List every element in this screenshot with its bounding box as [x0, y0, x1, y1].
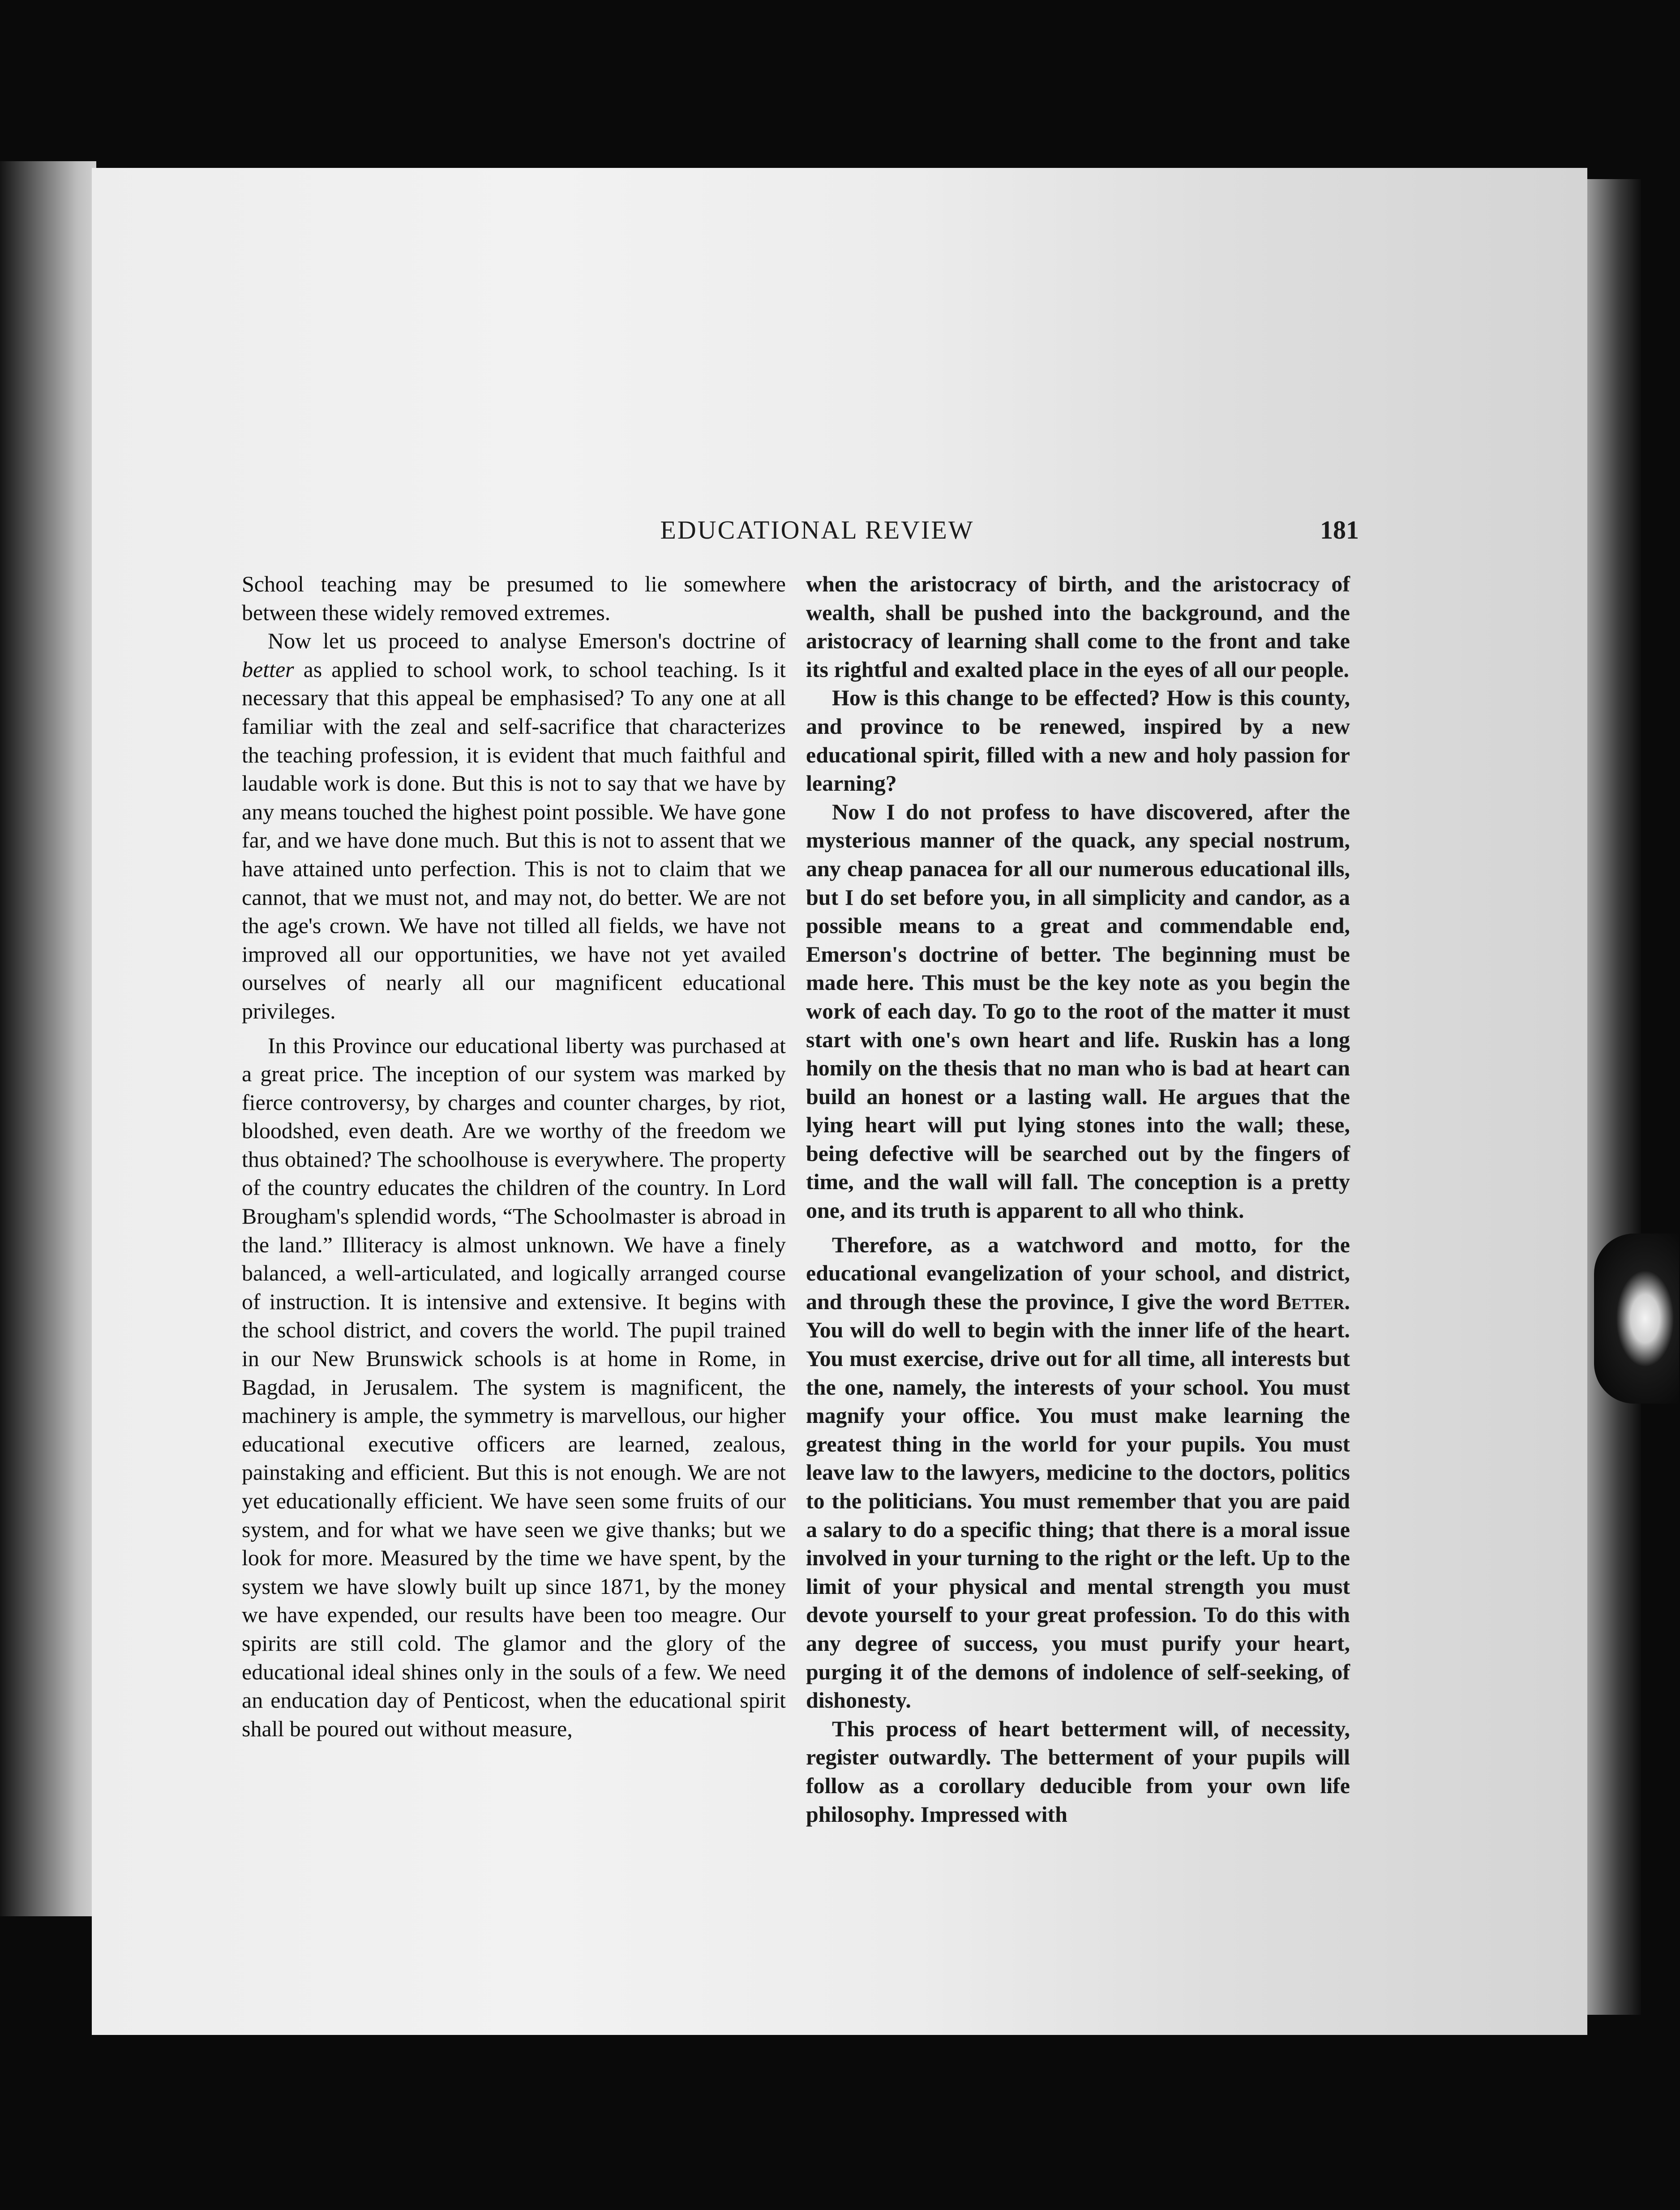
running-head: EDUCATIONAL REVIEW: [660, 515, 974, 544]
paragraph: [242, 627, 786, 1025]
paragraph-text: . You will do well to begin with the inner life of the heart. You must exercise, drive out for all time, all interests but the one, namely, the interests of your school. You must magnify your office. You must make learning the greatest thing in the world for your pupils. You must leave law to the lawyers, medicine to the doctors, politics to the politicians. You must remember that you are paid a salary to do a specific thing; that there is a moral issue involved in your turning to the right or the left. Up to the limit of your physical and mental strength you must devote yourself to your great profession. To do this with any degree of success, you must purify your heart, purging it of the demons of indolence of self-seeking, of dishonesty.: [806, 1289, 1350, 1713]
paragraph-text: Therefore, as a watchword and motto, for the educational evangelization of your school, and district, and through these the province, I give the word: [806, 1232, 1350, 1314]
paragraph-text: as applied to school work, to school teaching. Is it necessary that this appeal be emphasised? To any one at all familiar with the zeal and self-sacrifice that characterizes the teaching profession, it is evident that much faithful and laudable work is done. But this is not to say that we have by any means touched the highest point possible. We have gone far, and we have done much. But this is not to assent that we have attained unto perfection. This is not to claim that we cannot, that we must not, and may not, do better. We are not the age's crown. We have not tilled all fields, we have not improved all our opportunities, we have not yet availed ourselves of nearly all our magnificent educational privileges.: [242, 656, 786, 1024]
paragraph: In this Province our educational liberty was purchased at a great price. The inception of our system was marked by fierce controversy, by charges and counter charges, by riot, bloodshed, even death. Are we worthy of the freedom we thus obtained? The schoolhouse is everywhere. The property of the country educates the children of the country. In Lord Brougham's splendid words, “The Schoolmaster is abroad in the land.” Illiteracy is almost unknown. We have a finely balanced, a well-articulated, and logically arranged course of instruction. It is intensive and extensive. It begins with the school district, and covers the world. The pupil trained in our New Brunswick schools is at home in Rome, in Bagdad, in Jerusalem. The system is magnificent, the machinery is ample, the symmetry is marvellous, our higher educational executive officers are learned, zealous, painstaking and efficient. But this is not enough. We are not yet educationally efficient. We have seen some fruits of our system, and for what we have seen we give thanks; but we look for more. Measured by the time we have spent, by the system we have slowly built up since 1871, by the money we have expended, our results have been too meagre. Our spirits are still cold. The glamor and the glory of the educational ideal shines only in the souls of a few. We need an enducation day of Penticost, when the educational spirit shall be poured out without measure,: [242, 1032, 786, 1741]
smallcaps-better: Better: [1276, 1289, 1345, 1314]
page-number: 181: [1320, 515, 1359, 544]
left-page-edge: [0, 161, 96, 1916]
emphasis-better: better: [242, 656, 294, 682]
paragraph: How is this change to be effected? How is this county, and province to be renewed, inspired by a new educational spirit, filled with a new and holy passion for learning?: [806, 685, 1350, 796]
book-page: [92, 168, 1587, 2035]
text-column-right: [806, 570, 1350, 2074]
paragraph: This process of heart betterment will, of necessity, register outwardly. The betterment of your pupils will follow as a corollary deducible from your own life philosophy. Impressed with: [806, 1716, 1350, 1827]
paragraph: when the aristocracy of birth, and the aristocracy of wealth, shall be pushed into the background, and the aristocracy of learning shall come to the front and take its rightful and exalted place in the eyes of all our people.: [806, 571, 1350, 682]
paragraph-text: Now let us proceed to analyse Emerson's doctrine of: [268, 628, 786, 654]
binder-clip: [1594, 1233, 1679, 1404]
paragraph: School teaching may be presumed to lie somewhere between these widely removed extremes.: [242, 571, 786, 625]
page-header: [92, 515, 1587, 555]
paragraph: [806, 1231, 1350, 1715]
paragraph: Now I do not profess to have discovered, after the mysterious manner of the quack, any special nostrum, any cheap panacea for all our numerous educational ills, but I do set before you, in all simplicity and candor, as a possible means to a great and commendable end, Emerson's doctrine of better. The beginning must be made here. This must be the key note as you begin the work of each day. To go to the root of the matter it must start with one's own heart and life. Ruskin has a long homily on the thesis that no man who is bad at heart can build an honest or a lasting wall. He argues that the lying heart will put lying stones into the wall; these, being defective will be searched out by the fingers of time, and the wall will fall. The conception is a pretty one, and its truth is apparent to all who think.: [806, 799, 1350, 1223]
right-page-stack: [1587, 179, 1641, 2015]
text-column-left: [242, 570, 786, 2074]
